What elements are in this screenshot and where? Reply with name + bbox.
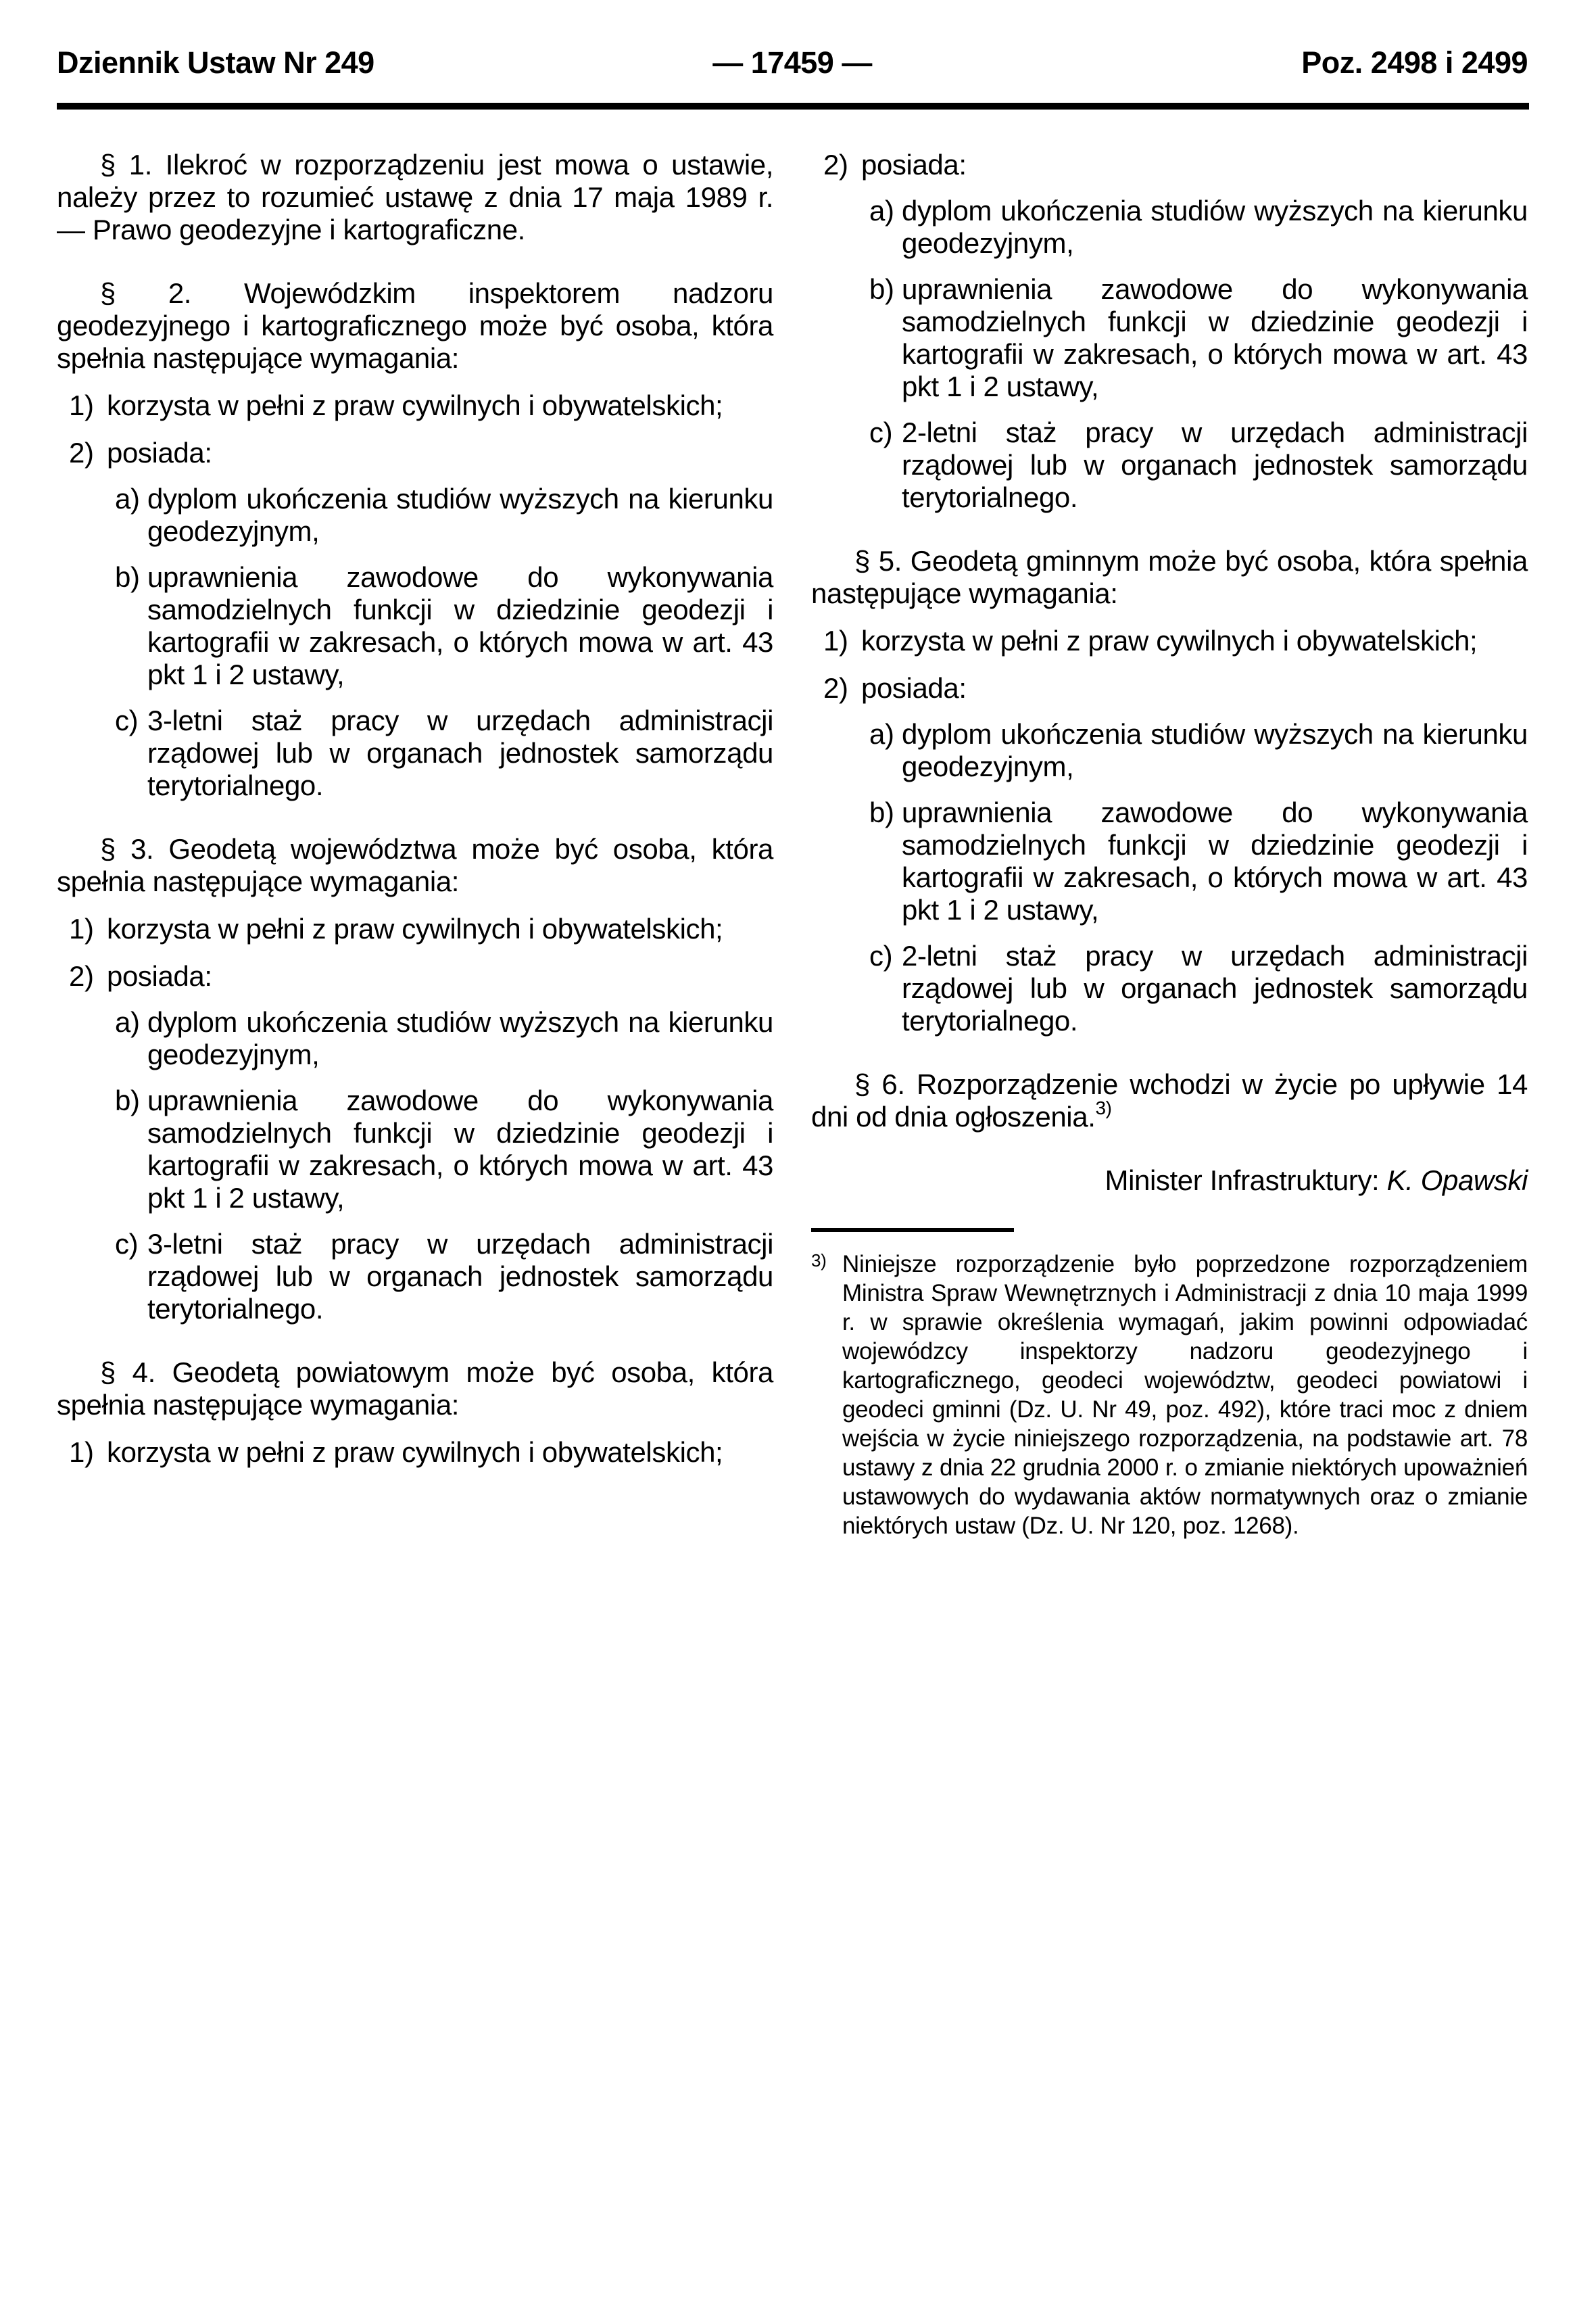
list-item-text: uprawnienia zawodowe do wykonywania samodzielnych funkcji w dziedzinie geodezji i kartografii w zakresach, o których mowa w art. 43 pkt 1 i 2 ustawy, <box>147 1084 773 1214</box>
list-item <box>57 1228 773 1325</box>
footnote-separator-rule <box>811 1228 1014 1232</box>
two-column-content <box>0 110 1575 1540</box>
paragraph-section-6 <box>811 1068 1528 1133</box>
list-marker: c) <box>869 939 893 972</box>
paragraph-section-3: § 3. Geodetą województwa może być osoba, która spełnia następujące wymagania: <box>57 832 773 897</box>
list-item <box>811 149 1528 181</box>
list-marker: a) <box>869 717 894 750</box>
list-item <box>57 561 773 691</box>
left-column <box>57 149 773 1540</box>
list-item-text: dyplom ukończenia studiów wyższych na kierunku geodezyjnym, <box>147 1005 773 1070</box>
list-item-text: posiada: <box>107 959 212 992</box>
list-marker: 1) <box>69 912 94 945</box>
list-item-text: korzysta w pełni z praw cywilnych i obywatelskich; <box>107 1436 723 1468</box>
signature-label: Minister Infrastruktury: <box>1105 1164 1380 1196</box>
header-rule <box>57 103 1529 110</box>
list-item <box>811 195 1528 260</box>
paragraph-section-2: § 2. Wojewódzkim inspektorem nadzoru geodezyjnego i kartograficznego może być osoba, która spełnia następujące wymagania: <box>57 277 773 374</box>
list-item <box>57 389 773 422</box>
list-item-text: 3-letni staż pracy w urzędach administracji rządowej lub w organach jednostek samorządu terytorialnego. <box>147 1227 773 1325</box>
list-marker: 1) <box>69 1436 94 1468</box>
list-marker: b) <box>869 272 894 305</box>
list-item <box>57 1006 773 1071</box>
list-item-text: korzysta w pełni z praw cywilnych i obywatelskich; <box>107 389 723 421</box>
page-header <box>0 0 1575 80</box>
list-marker: b) <box>869 796 894 828</box>
list-item <box>811 273 1528 403</box>
page-number: — 17459 — <box>712 45 872 80</box>
list-item-text: 3-letni staż pracy w urzędach administracji rządowej lub w organach jednostek samorządu terytorialnego. <box>147 704 773 801</box>
signature <box>811 1164 1528 1197</box>
list-marker: c) <box>869 416 893 448</box>
list-item-text: uprawnienia zawodowe do wykonywania samodzielnych funkcji w dziedzinie geodezji i kartografii w zakresach, o których mowa w art. 43 pkt 1 i 2 ustawy, <box>147 561 773 690</box>
list-item-text: uprawnienia zawodowe do wykonywania samodzielnych funkcji w dziedzinie geodezji i kartografii w zakresach, o których mowa w art. 43 pkt 1 i 2 ustawy, <box>902 272 1528 402</box>
list-item <box>811 797 1528 926</box>
list-item-text: 2-letni staż pracy w urzędach administracji rządowej lub w organach jednostek samorządu terytorialnego. <box>902 939 1528 1037</box>
list-item-text: posiada: <box>107 436 212 469</box>
list-item <box>57 705 773 802</box>
list-marker: c) <box>115 704 139 736</box>
list-item-text: korzysta w pełni z praw cywilnych i obywatelskich; <box>107 912 723 945</box>
list-item <box>57 1436 773 1469</box>
list-item-text: dyplom ukończenia studiów wyższych na kierunku geodezyjnym, <box>147 482 773 547</box>
list-marker: 2) <box>823 148 848 181</box>
list-item-text: posiada: <box>861 148 967 181</box>
list-marker: a) <box>115 1005 140 1038</box>
list-item <box>57 437 773 469</box>
paragraph-section-1: § 1. Ilekroć w rozporządzeniu jest mowa o ustawie, należy przez to rozumieć ustawę z dnia 17 maja 1989 r. — Prawo geodezyjne i kartograficzne. <box>57 148 773 245</box>
list-marker: b) <box>115 1084 140 1116</box>
list-marker: 2) <box>823 671 848 704</box>
list-item-text: dyplom ukończenia studiów wyższych na kierunku geodezyjnym, <box>902 717 1528 782</box>
list-marker: 1) <box>69 389 94 421</box>
footnote-text: Niniejsze rozporządzenie było poprzedzone rozporządzeniem Ministra Spraw Wewnętrznych i Administracji z dnia 10 maja 1999 r. w sprawie określenia wymagań, jakim powinni odpowiadać wojewódzcy inspektorzy nadzoru geodezyjnego i kartograficznego, geodeci województw, geodeci powiatowi i geodeci gminni (Dz. U. Nr 49, poz. 492), które traci moc z dniem wejścia w życie niniejszego rozporządzenia, na podstawie art. 78 ustawy z dnia 22 grudnia 2000 r. o zmianie niektórych upoważnień ustawowych do wydawania aktów normatywnych oraz o zmianie niektórych ustaw (Dz. U. Nr 120, poz. 1268). <box>842 1250 1528 1539</box>
list-item-text: 2-letni staż pracy w urzędach administracji rządowej lub w organach jednostek samorządu terytorialnego. <box>902 416 1528 513</box>
position-number: Poz. 2498 i 2499 <box>1301 45 1528 80</box>
footnote-ref: 3) <box>1095 1097 1112 1118</box>
list-item <box>811 940 1528 1037</box>
paragraph-section-5: § 5. Geodetą gminnym może być osoba, która spełnia następujące wymagania: <box>811 544 1528 609</box>
footnote-marker: 3) <box>811 1250 827 1271</box>
list-item <box>811 625 1528 657</box>
list-marker: a) <box>115 482 140 515</box>
list-item <box>57 1085 773 1214</box>
paragraph-section-4: § 4. Geodetą powiatowym może być osoba, która spełnia następujące wymagania: <box>57 1356 773 1421</box>
list-item <box>57 483 773 548</box>
list-item-text: posiada: <box>861 671 967 704</box>
paragraph-text: § 6. Rozporządzenie wchodzi w życie po upływie 14 dni od dnia ogłoszenia. <box>811 1068 1528 1133</box>
list-marker: 2) <box>69 436 94 469</box>
list-item <box>811 417 1528 514</box>
list-marker: c) <box>115 1227 139 1260</box>
signature-name: K. Opawski <box>1386 1164 1528 1196</box>
list-marker: a) <box>869 194 894 227</box>
list-item-text: dyplom ukończenia studiów wyższych na kierunku geodezyjnym, <box>902 194 1528 259</box>
footnote <box>811 1250 1528 1540</box>
list-item <box>57 913 773 945</box>
list-marker: 1) <box>823 624 848 657</box>
list-item-text: korzysta w pełni z praw cywilnych i obywatelskich; <box>861 624 1478 657</box>
list-item <box>811 672 1528 705</box>
list-item <box>811 718 1528 783</box>
list-item <box>57 960 773 993</box>
list-marker: b) <box>115 561 140 593</box>
list-item-text: uprawnienia zawodowe do wykonywania samodzielnych funkcji w dziedzinie geodezji i kartografii w zakresach, o których mowa w art. 43 pkt 1 i 2 ustawy, <box>902 796 1528 926</box>
right-column <box>811 149 1528 1540</box>
journal-title: Dziennik Ustaw Nr 249 <box>57 45 374 80</box>
list-marker: 2) <box>69 959 94 992</box>
